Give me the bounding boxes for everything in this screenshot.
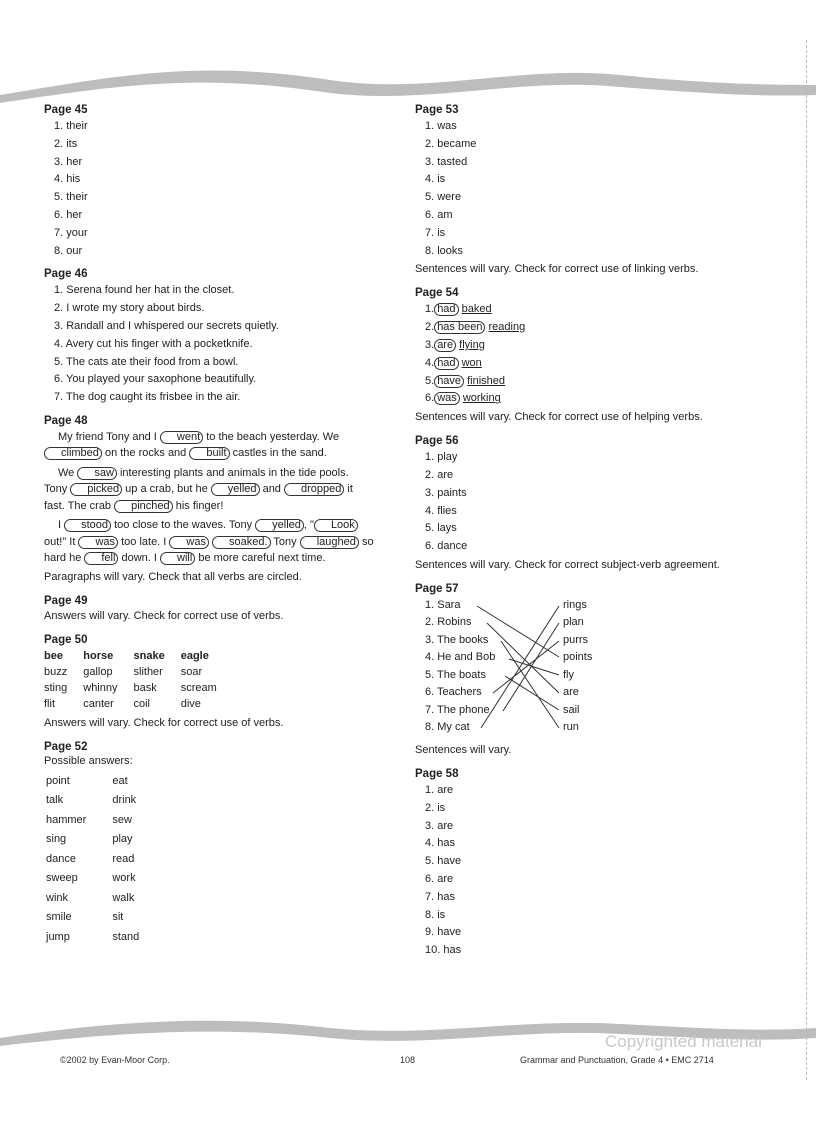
section-page-56 [415,435,785,573]
match-subject: 8. My cat [425,721,470,734]
section-title: Page 53 [415,104,459,116]
match-verb: purrs [563,633,589,646]
list-item: 3. Randall and I whispered our secrets quietly. [54,319,279,332]
list-item: 6. am [425,208,453,221]
circled-verb: climbed [44,447,102,460]
section-title: Page 50 [44,633,88,646]
list-item: 3. tasted [425,155,468,168]
match-verb: are [563,686,579,699]
table-header: snake [133,649,165,662]
list-item: 3. are [425,819,454,832]
underlined-verb: won [461,356,482,369]
paragraph-2: We saw interesting plants and animals in the tide pools. Tony picked up a crab, but he yelled and dropped it fast. The crab pinched his finger! [44,466,353,512]
section-page-57 [415,583,785,758]
list-item: 8. our [54,244,83,257]
list-item: 4. his [54,173,81,186]
list-item: 1. had baked [425,303,492,316]
page-edge-guide [806,40,807,1080]
match-verb: fly [563,668,574,681]
section-title: Page 54 [415,287,459,300]
section-title: Page 57 [415,582,459,595]
match-verb: run [563,721,579,734]
table-row: talk drink [46,794,137,807]
list-item: 4. had won [425,356,482,369]
list-item: 1. their [54,120,88,132]
left-column [44,104,374,948]
section-title: Page 52 [44,740,88,753]
table-row: sweep work [46,872,136,885]
section-page-46 [44,268,374,407]
section-title: Page 46 [44,268,88,281]
list-item: 5. have [425,855,462,868]
list-item: 7. is [425,226,446,239]
list-item: 6. dance [425,540,468,553]
section-note: Answers will vary. Check for correct use of verbs. [44,609,284,622]
underlined-verb: working [462,392,501,405]
underlined-verb: baked [461,303,492,316]
paragraph-1: My friend Tony and I went to the beach yesterday. We climbed on the rocks and built castles in the sand. [44,429,374,462]
match-subject: 6. Teachers [425,686,482,699]
list-item: 4. is [425,173,446,186]
section-page-49 [44,595,374,624]
copyright-watermark: Copyrighted material [605,1032,762,1051]
circled-verb: went [160,431,203,444]
list-item: 7. your [54,226,88,239]
list-item: 1. play [425,451,458,464]
circled-verb: yelled [255,519,304,532]
list-item: 4. has [425,837,455,850]
table-row: point eat [46,774,128,787]
list-item: 6. are [425,872,454,885]
section-title: Page 56 [415,435,459,448]
page-number: 108 [400,1055,416,1065]
table-row: wink walk [46,891,135,904]
right-column [415,104,785,968]
circled-verb: dropped [284,483,344,496]
circled-verb: saw [77,467,117,480]
match-verb: plan [563,616,584,629]
table-row: dance read [46,852,135,865]
footer-book-title: Grammar and Punctuation, Grade 4 • EMC 2714 [520,1055,714,1065]
answer-list [415,449,785,556]
section-note: Sentences will vary. Check for correct use of linking verbs. [415,263,699,276]
list-item: 6. was working [425,392,501,405]
circled-verb: built [189,447,229,460]
answer-list [415,118,785,260]
underlined-verb: flying [459,338,485,351]
section-title: Page 49 [44,594,88,607]
match-verb: rings [563,598,587,611]
circled-verb: fell [84,552,118,565]
circled-verb: was [169,536,209,549]
table-header: eagle [180,649,209,662]
section-note: Paragraphs will vary. Check that all verbs are circled. [44,570,302,583]
section-note: Answers will vary. Check for correct use of verbs. [44,716,284,729]
table-row: jump stand [46,930,140,943]
list-item: 7. has [425,890,455,903]
table-row: hammer sew [46,813,132,826]
match-subject: 2. Robins [425,616,472,629]
list-item: 10. has [425,944,462,957]
list-item: 6. her [54,208,83,221]
section-note: Sentences will vary. Check for correct subject-verb agreement. [415,558,720,571]
matching-exercise [425,597,655,737]
match-verb: sail [563,703,580,716]
verb-table [44,648,233,712]
list-item: 6. You played your saxophone beautifully. [54,373,257,386]
section-page-54 [415,287,785,425]
list-item: 2. are [425,468,454,481]
circled-verb: picked [70,483,122,496]
table-row: sing play [46,833,133,846]
circled-helping-verb: has been [434,321,485,334]
table-row: flit canter coil dive [44,697,201,710]
circled-verb: soaked. [212,536,271,549]
list-item: 2. its [54,137,78,150]
table-header: bee [44,649,63,662]
top-wave-decoration [0,55,816,105]
list-item: 2. I wrote my story about birds. [54,302,205,315]
circled-helping-verb: have [434,375,464,388]
list-item: 4. Avery cut his finger with a pocketknife. [54,337,253,350]
section-title: Page 45 [44,104,88,116]
verb-pairs-table [44,771,165,949]
circled-verb: Look [314,519,358,532]
section-page-52 [44,741,374,949]
table-header: horse [83,649,114,662]
underlined-verb: reading [488,321,526,334]
match-subject: 4. He and Bob [425,651,496,664]
list-item: 5. were [425,191,462,204]
section-page-53 [415,104,785,277]
footer-publisher: ©2002 by Evan-Moor Corp. [60,1055,170,1065]
list-item: 3. paints [425,486,467,499]
list-item: 1. are [425,783,454,796]
table-row: sting whinny bask scream [44,681,217,694]
section-page-48 [44,415,374,585]
match-subject: 7. The phone [425,703,490,716]
list-item: 5. lays [425,522,457,535]
match-verb: points [563,651,593,664]
circled-helping-verb: had [434,303,458,316]
match-subject: 1. Sara [425,598,461,611]
answer-list [44,118,374,260]
match-subject: 5. The boats [425,668,486,681]
circled-helping-verb: had [434,357,458,370]
list-item: 2. became [425,137,477,150]
circled-helping-verb: was [434,392,460,405]
list-item: 1. was [425,120,457,132]
circled-verb: stood [64,519,111,532]
circled-verb: will [160,552,195,565]
circled-helping-verb: are [434,339,456,352]
list-item: 2. has been reading [425,321,526,334]
list-item: 2. is [425,801,446,814]
section-page-45 [44,104,374,260]
list-item: 1. Serena found her hat in the closet. [54,284,235,297]
list-item: 7. The dog caught its frisbee in the air. [54,391,241,404]
list-item: 5. their [54,191,88,204]
section-title: Page 48 [44,414,88,427]
list-item: 8. looks [425,244,463,257]
circled-verb: laughed [300,536,359,549]
answer-list [415,782,785,960]
section-page-50 [44,634,374,731]
section-title: Page 58 [415,767,459,780]
list-item: 4. flies [425,504,457,517]
answer-list [415,301,785,408]
list-item: 5. have finished [425,374,506,387]
match-subject: 3. The books [425,633,489,646]
answer-list [44,282,374,407]
list-item: 9. have [425,926,462,939]
section-intro: Possible answers: [44,754,133,767]
section-note: Sentences will vary. Check for correct use of helping verbs. [415,411,703,424]
list-item: 3. are flying [425,338,485,351]
list-item: 5. The cats ate their food from a bowl. [54,355,239,368]
section-note: Sentences will vary. [415,743,512,756]
circled-verb: was [78,536,118,549]
list-item: 8. is [425,908,446,921]
table-row: buzz gallop slither soar [44,665,203,678]
underlined-verb: finished [467,374,506,387]
list-item: 3. her [54,155,83,168]
paragraph-3: I stood too close to the waves. Tony yelled , " Look out!" It was too late. I was soaked. Tony laughed so hard he fell down. I will be more careful next time. [44,519,374,565]
table-row: smile sit [46,911,124,924]
circled-verb: pinched [114,500,173,513]
circled-verb: yelled [211,483,260,496]
section-page-58 [415,768,785,960]
